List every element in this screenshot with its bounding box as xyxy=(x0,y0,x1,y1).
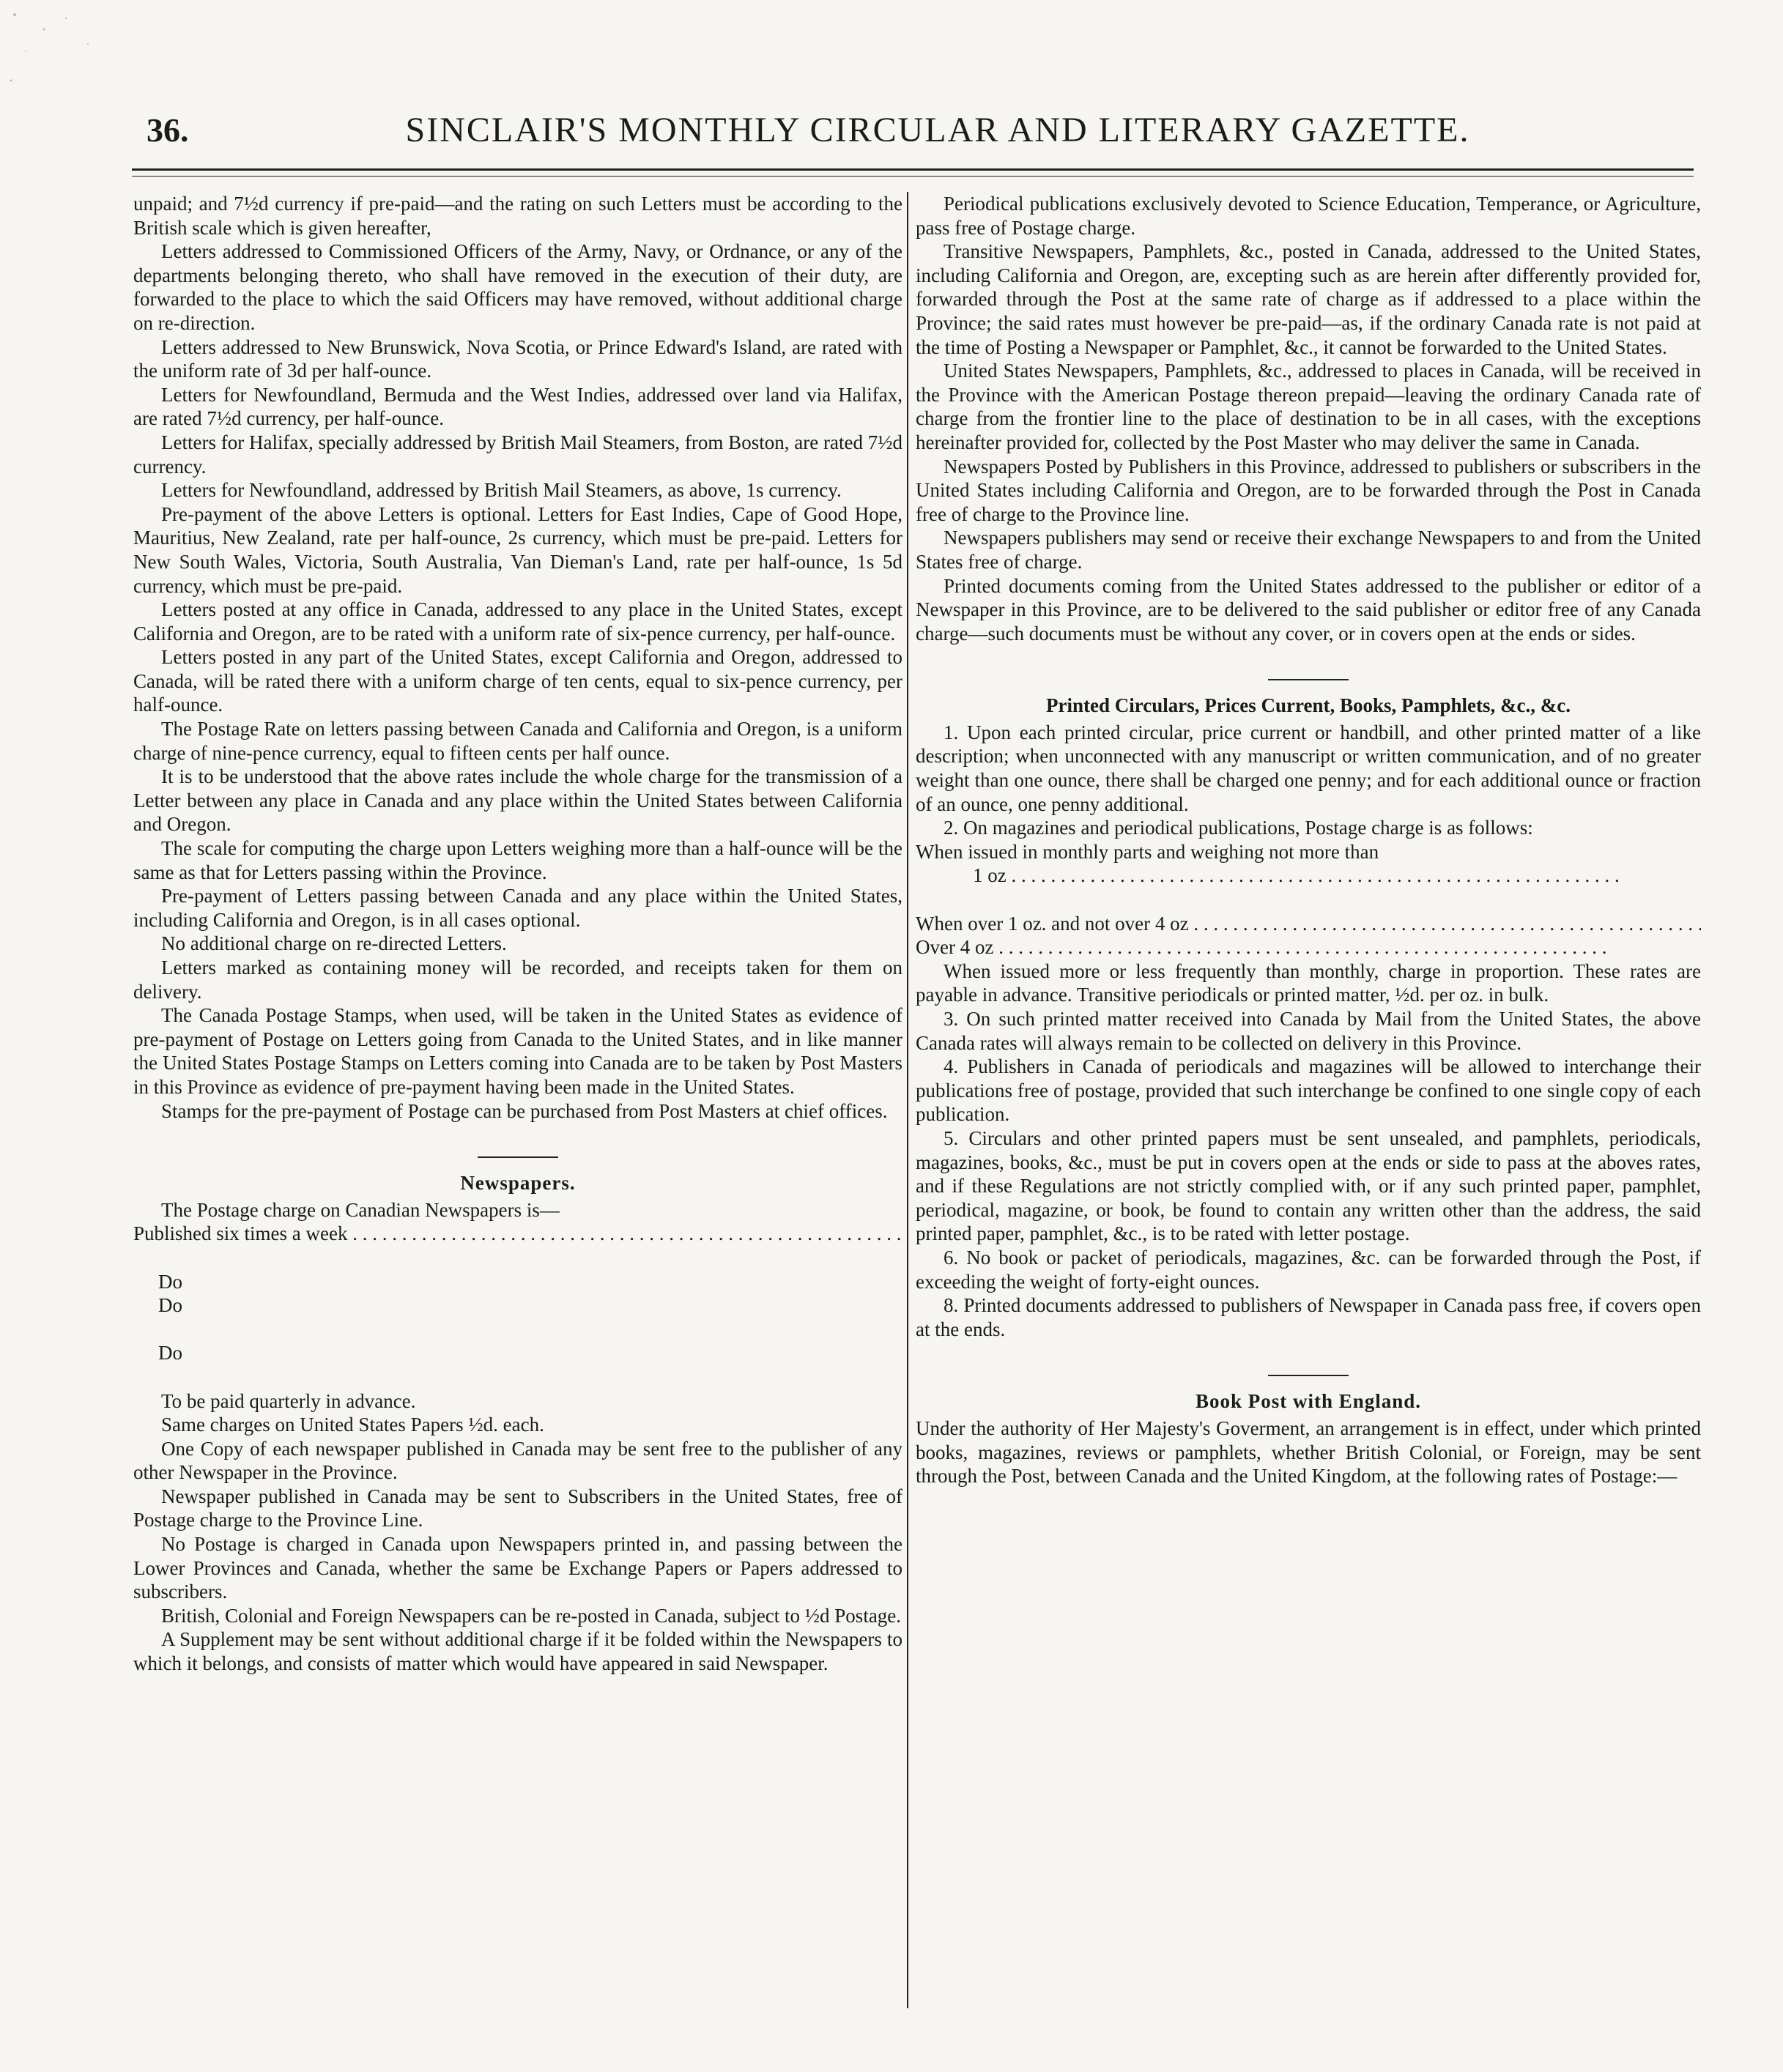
paragraph: It is to be understood that the above rates include the whole charge for the transmission of a Letter between any place in Canada and any place within the United States between California and Oregon. xyxy=(133,765,902,836)
table-row xyxy=(916,935,1701,959)
paragraph: Newspaper published in Canada may be sent to Subscribers in the United States, free of Postage charge to the Province Line. xyxy=(133,1485,902,1531)
paragraph: Letters for Halifax, specially addressed by British Mail Steamers, from Boston, are rated 7½d currency. xyxy=(133,431,902,478)
paragraph: Letters marked as containing money will be recorded, and receipts taken for them on delivery. xyxy=(133,957,902,1003)
paragraph: The Postage Rate on letters passing between Canada and California and Oregon, is a uniform charge of nine-pence currency, equal to fifteen cents per half ounce. xyxy=(133,718,902,764)
periodical-rates-table xyxy=(916,864,1701,959)
masthead-title: SINCLAIR'S MONTHLY CIRCULAR AND LITERARY GAZETTE. xyxy=(405,111,1470,149)
table-row xyxy=(133,1222,902,1269)
section-rule xyxy=(478,1156,558,1158)
paragraph: Letters posted at any office in Canada, addressed to any place in the United States, except California and Oregon, are to be rated with a uniform rate of six-pence currency, per half-ounce. xyxy=(133,598,902,645)
section-rule xyxy=(1268,1375,1349,1376)
paragraph: The Canada Postage Stamps, when used, will be taken in the United States as evidence of pre-payment of Postage on Letters going from Canada to the United States, and in like manner the United States Postage Stamps on Letters coming into Canada are to be taken by Post Masters in this Province as evidence of pre-payment having been made in the United States. xyxy=(133,1004,902,1098)
paragraph: 6. No book or packet of periodicals, magazines, &c. can be forwarded through the Post, if exceeding the weight of forty-eight ounces. xyxy=(916,1246,1701,1293)
rate-label: Do xyxy=(158,1270,182,1293)
table-row xyxy=(916,864,1701,911)
paragraph: Printed documents coming from the United States addressed to the publisher or editor of a Newspaper in this Province, are to be delivered to the said publisher or editor free of any Canada charge—such documents must be without any cover, or in covers open at the ends or sides. xyxy=(916,574,1701,645)
paragraph: Same charges on United States Papers ½d. each. xyxy=(161,1414,544,1436)
paragraph: Pre-payment of the above Letters is optional. Letters for East Indies, Cape of Good Hope, Mauritius, New Zealand, rate per half-ounce, 2s currency, which must be pre-paid. Letters for New South Wales, Victoria, South Australia, Van Dieman's Land, rate per half-ounce, 1s 5d currency, which must be pre-paid. xyxy=(133,502,902,597)
paragraph: Letters for Newfoundland, Bermuda and the West Indies, addressed over land via Halifax, are rated 7½d currency, per half-ounce. xyxy=(133,383,902,430)
rate-label: Over 4 oz . . . xyxy=(916,935,1701,959)
page-header xyxy=(147,110,1590,168)
paragraph: When issued in monthly parts and weighing not more than xyxy=(916,840,1379,863)
paragraph: Newspapers Posted by Publishers in this Province, addressed to publishers or subscribers in the United States including California and Oregon, are to be forwarded through the Post in Canada free of charge to the Province line. xyxy=(916,455,1701,525)
paragraph: One Copy of each newspaper published in Canada may be sent free to the publisher of any other Newspaper in the Province. xyxy=(133,1437,902,1484)
newspaper-rates-table xyxy=(133,1222,902,1389)
paragraph: 1. Upon each printed circular, price current or handbill, and other printed matter of a like description; when unconnected with any manuscript or written communication, and of no greater weight than one ounce, there shall be charged one penny; and for each additional ounce or fraction of an ounce, one penny additional. xyxy=(916,721,1701,815)
table-row xyxy=(133,1270,902,1294)
paragraph: Letters addressed to Commissioned Officers of the Army, Navy, or Ordnance, or any of the departments belonging thereto, who shall have removed in the execution of their duty, are forwarded to the place to which the said Officers may have removed, without additional charge on re-direction. xyxy=(133,240,902,334)
paragraph: 8. Printed documents addressed to publishers of Newspaper in Canada pass free, if covers open at the ends. xyxy=(916,1294,1701,1340)
paragraph: When issued more or less frequently than monthly, charge in proportion. These rates are payable in advance. Transitive periodicals or printed matter, ½d. per oz. in bulk. xyxy=(916,959,1701,1006)
column-divider xyxy=(907,192,908,2008)
paragraph: United States Newspapers, Pamphlets, &c., addressed to places in Canada, will be received in the Province with the American Postage thereon prepaid—leaving the ordinary Canada rate of charge from the frontier line to the place of destination to be in all cases, with the exceptions hereinafter provided for, collected by the Post Master who may deliver the same in Canada. xyxy=(916,360,1701,453)
paragraph: 3. On such printed matter received into Canada by Mail from the United States, the above Canada rates will always remain to be collected on delivery in this Province. xyxy=(916,1008,1701,1054)
paragraph: Letters addressed to New Brunswick, Nova Scotia, or Prince Edward's Island, are rated with the uniform rate of 3d per half-ounce. xyxy=(133,335,902,382)
right-column xyxy=(916,192,1701,2028)
paragraph: Transitive Newspapers, Pamphlets, &c., posted in Canada, addressed to the United States, including California and Oregon, are, excepting such as are herein after differently provided for, forwarded through the Post at the same rate of charge as if addressed to a place within the Province; the said rates must however be pre-paid—as, if the ordinary Canada rate is not paid at the time of Posting a Newspaper or Pamphlet, &c., it cannot be forwarded to the United States. xyxy=(916,240,1701,358)
paper-damage-speckle xyxy=(0,0,183,117)
paragraph: 2. On magazines and periodical publications, Postage charge is as follows: xyxy=(944,817,1533,839)
header-rule-thin xyxy=(132,176,1694,177)
paragraph: The scale for computing the charge upon Letters weighing more than a half-ounce will be the same as that for Letters passing within the Province. xyxy=(133,837,902,883)
paragraph: Stamps for the pre-payment of Postage can be purchased from Post Masters at chief offices. xyxy=(161,1099,888,1122)
rate-label: 1 oz . . . xyxy=(916,864,1701,911)
rate-label: Do xyxy=(158,1342,182,1364)
paragraph: unpaid; and 7½d currency if pre-paid—and the rating on such Letters must be according to the British scale which is given hereafter, xyxy=(133,193,902,239)
paragraph: Periodical publications exclusively devoted to Science Education, Temperance, or Agriculture, pass free of Postage charge. xyxy=(916,193,1701,239)
rate-label: When over 1 oz. and not over 4 oz . . . xyxy=(916,912,1701,936)
paragraph: Pre-payment of Letters passing between Canada and any place within the United States, including California and Oregon, is in all cases optional. xyxy=(133,885,902,931)
paragraph: Letters posted in any part of the United States, except California and Oregon, addressed to Canada, will be rated there with a uniform charge of ten cents, equal to six-pence currency, per half-ounce. xyxy=(133,646,902,716)
left-column xyxy=(133,192,902,2028)
paragraph: 4. Publishers in Canada of periodicals and magazines will be allowed to interchange their publications free of postage, provided that such interchange be confined to one single copy of each publication. xyxy=(916,1055,1701,1126)
header-rule xyxy=(132,168,1694,171)
table-row xyxy=(133,1293,902,1341)
section-heading-book-post: Book Post with England. xyxy=(1195,1390,1422,1413)
rate-label: Published six times a week . . . xyxy=(133,1222,902,1269)
section-rule xyxy=(1268,679,1349,680)
paragraph: Newspapers publishers may send or receive their exchange Newspapers to and from the United States free of charge. xyxy=(916,527,1701,573)
section-heading-printed-circulars: Printed Circulars, Prices Current, Books, Pamphlets, &c., &c. xyxy=(1046,694,1571,717)
paragraph: No additional charge on re-directed Letters. xyxy=(161,932,507,955)
paragraph: 5. Circulars and other printed papers must be sent unsealed, and pamphlets, periodicals, magazines, books, &c., must be put in covers open at the ends or side to pass at the aboves rates, and if these Regulations are not strictly complied with, or if any such printed paper, pamphlet, periodical, magazine, or book, be found to contain any written other than the address, the said printed paper, pamphlet, &c., is to be rated with letter postage. xyxy=(916,1126,1701,1245)
section-heading-newspapers: Newspapers. xyxy=(460,1172,576,1195)
table-row xyxy=(133,1341,902,1389)
rate-label: Do xyxy=(158,1294,182,1317)
paragraph: Letters for Newfoundland, addressed by British Mail Steamers, as above, 1s currency. xyxy=(161,479,842,502)
paragraph: A Supplement may be sent without additional charge if it be folded within the Newspapers to which it belongs, and consists of matter which would have appeared in said Newspaper. xyxy=(133,1628,902,1675)
paragraph: No Postage is charged in Canada upon Newspapers printed in, and passing between the Lower Provinces and Canada, whether the same be Exchange Papers or Papers addressed to subscribers. xyxy=(133,1533,902,1603)
table-row xyxy=(916,912,1701,936)
paragraph: To be paid quarterly in advance. xyxy=(161,1389,416,1412)
paragraph: The Postage charge on Canadian Newspapers is— xyxy=(161,1198,560,1221)
paragraph: British, Colonial and Foreign Newspapers can be re-posted in Canada, subject to ½d Postage. xyxy=(161,1604,902,1627)
page-number: 36. xyxy=(147,111,189,149)
paragraph: Under the authority of Her Majesty's Goverment, an arrangement is in effect, under which printed books, magazines, reviews or pamphlets, whether British Colonial, or Foreign, may be sent through the Post, between Canada and the United Kingdom, at the following rates of Postage:— xyxy=(916,1416,1701,1488)
